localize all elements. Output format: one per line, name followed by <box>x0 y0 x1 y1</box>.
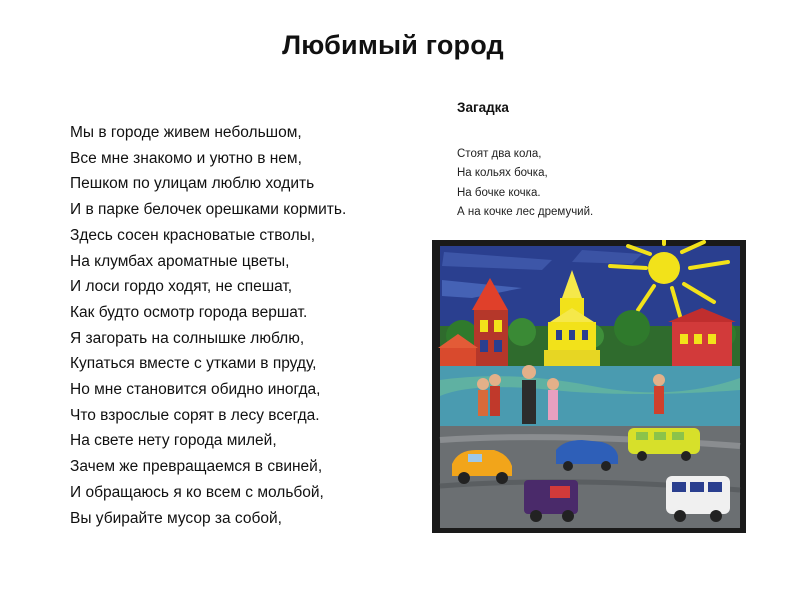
poem-line: Вы убирайте мусор за собой, <box>70 509 282 527</box>
poem-line: На свете нету города милей, <box>70 432 277 450</box>
poem-line: Мы в городе живем небольшом, <box>70 124 302 141</box>
poem-line: Я загорать на солнышке люблю, <box>70 329 305 347</box>
child-painting-city-icon <box>432 240 746 533</box>
poem-line: Купаться вместе с утками в пруду, <box>70 355 317 373</box>
poem-line: Как будто осмотр города вершат. <box>70 303 308 321</box>
poem-line: И лоси гордо ходят, не спешат, <box>70 278 293 296</box>
poem-line: Пешком по улицам люблю ходить <box>70 175 315 193</box>
riddle-title: Загадка <box>457 100 509 115</box>
poem-line: И обращаюсь я ко всем с мольбой, <box>70 483 324 501</box>
riddle-line: На кольях бочка, <box>457 167 548 180</box>
poem <box>70 120 420 531</box>
riddle <box>457 145 593 222</box>
poem-line: Но мне становится обидно иногда, <box>70 381 321 399</box>
riddle-line: А на кочке лес дремучий. <box>457 205 594 218</box>
riddle-line: На бочке кочка. <box>457 186 541 199</box>
poem-line: Зачем же превращаемся в свиней, <box>70 458 323 476</box>
poem-line: Здесь сосен красноватые стволы, <box>70 226 316 244</box>
poem-line: Что взрослые сорят в лесу всегда. <box>70 406 320 424</box>
poem-line: И в парке белочек орешками кормить. <box>70 201 347 219</box>
city-painting <box>432 240 746 533</box>
page-title: Любимый город <box>282 30 504 60</box>
poem-line: На клумбах ароматные цветы, <box>70 252 290 270</box>
poem-line: Все мне знакомо и уютно в нем, <box>70 149 302 167</box>
riddle-line: Стоят два кола, <box>457 148 542 160</box>
